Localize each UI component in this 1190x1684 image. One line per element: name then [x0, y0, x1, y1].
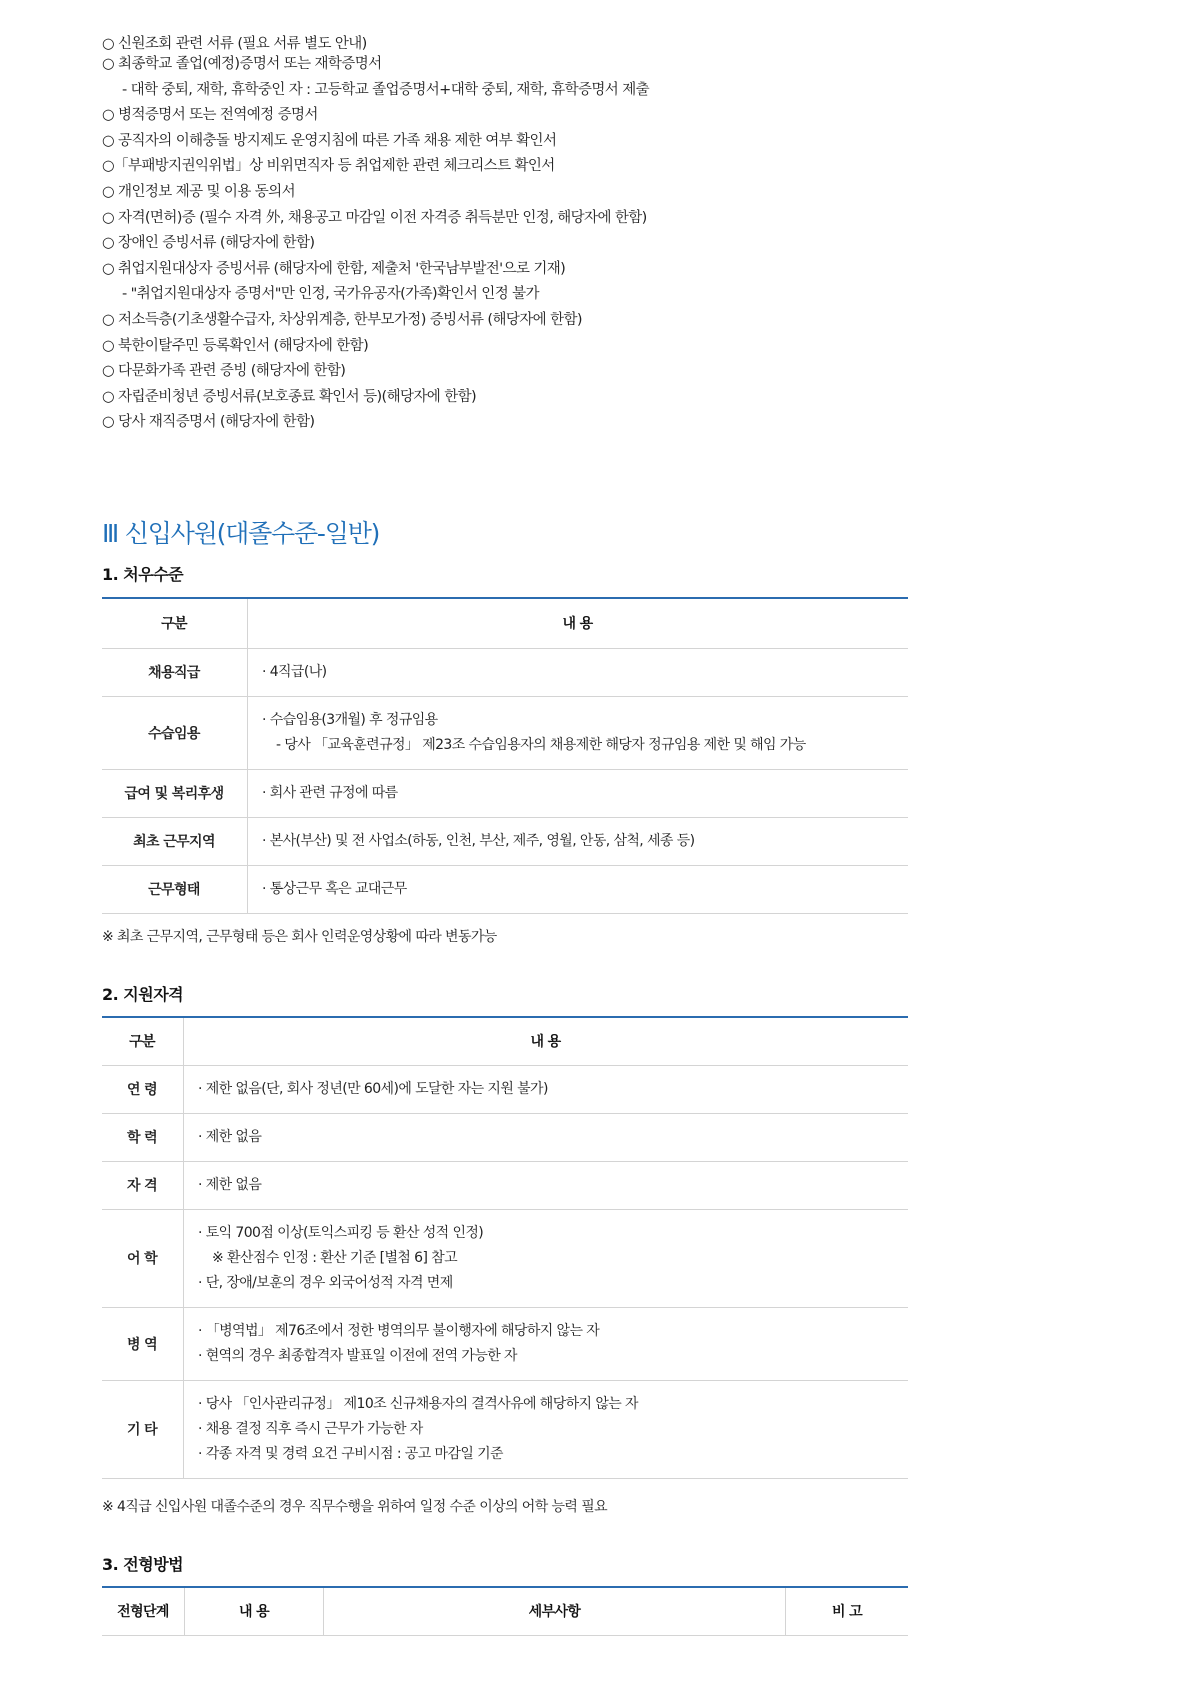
selection-heading: 3. 전형방법: [102, 1555, 184, 1574]
doc-list-item: ○「부패방지권익위법」상 비위면직자 등 취업제한 관련 체크리스트 확인서: [102, 158, 555, 175]
column-header: 전형단계: [102, 1587, 185, 1635]
treatment-heading: 1. 처우수준: [102, 565, 184, 584]
doc-list-item: ○ 자격(면허)증 (필수 자격 外, 채용공고 마감일 이전 자격증 취득분만 인정, 해당자에 한함): [102, 209, 647, 226]
doc-list-item: ○ 다문화가족 관련 증빙 (해당자에 한함): [102, 363, 346, 380]
section-title: Ⅲ 신입사원(대졸수준-일반): [102, 519, 380, 548]
doc-list-item: ○ 저소득층(기초생활수급자, 차상위계층, 한부모가정) 증빙서류 (해당자에 한함): [102, 311, 582, 328]
row-content: · 당사 「인사관리규정」 제10조 신규채용자의 결격사유에 해당하지 않는 자 · 채용 결정 직후 즉시 근무가 가능한 자 · 각종 자격 및 경력 요건 구비시점 : 공고 마감일 기준: [184, 1380, 909, 1478]
table-row: [102, 769, 908, 817]
treatment-table: [102, 597, 908, 914]
row-label: 병 역: [102, 1307, 184, 1380]
doc-list-item: ○ 북한이탈주민 등록확인서 (해당자에 한함): [102, 337, 369, 354]
row-label: 연 령: [102, 1065, 184, 1113]
row-label: 채용직급: [102, 648, 248, 696]
doc-list-subitem: - 대학 중퇴, 재학, 휴학중인 자 : 고등학교 졸업증명서+대학 중퇴, 재학, 휴학증명서 제출: [122, 81, 650, 98]
column-header: 구분: [102, 1017, 184, 1065]
row-label: 최초 근무지역: [102, 817, 248, 865]
row-content: · 토익 700점 이상(토익스피킹 등 환산 성적 인정) ※ 환산점수 인정 : 환산 기준 [별첨 6] 참고 · 단, 장애/보훈의 경우 외국어성적 자격 면제: [184, 1209, 909, 1307]
table-row: [102, 1209, 908, 1307]
qualification-heading: 2. 지원자격: [102, 985, 184, 1004]
table-header-row: [102, 598, 908, 648]
row-label: 수습임용: [102, 696, 248, 769]
row-content: · 수습임용(3개월) 후 정규임용 - 당사 「교육훈련규정」 제23조 수습임용자의 채용제한 해당자 정규임용 제한 및 해임 가능: [248, 696, 909, 769]
row-label: 급여 및 복리후생: [102, 769, 248, 817]
column-header: 비 고: [786, 1587, 909, 1635]
qualification-table: [102, 1016, 908, 1479]
table-row: [102, 817, 908, 865]
row-label: 기 타: [102, 1380, 184, 1478]
column-header: 내 용: [184, 1017, 909, 1065]
column-header: 내 용: [185, 1587, 324, 1635]
row-content: · 통상근무 혹은 교대근무: [248, 865, 909, 913]
table-row: [102, 1380, 908, 1478]
row-content: · 회사 관련 규정에 따름: [248, 769, 909, 817]
doc-list-item: ○ 최종학교 졸업(예정)증명서 또는 재학증명서: [102, 56, 382, 72]
table-header-row: [102, 1587, 908, 1635]
table-row: [102, 648, 908, 696]
column-header: 구분: [102, 598, 248, 648]
doc-list-item: ○ 장애인 증빙서류 (해당자에 한함): [102, 235, 315, 252]
selection-table: [102, 1586, 908, 1636]
table-row: [102, 1113, 908, 1161]
row-label: 자 격: [102, 1161, 184, 1209]
row-label: 어 학: [102, 1209, 184, 1307]
qualification-note: ※ 4직급 신입사원 대졸수준의 경우 직무수행을 위하여 일정 수준 이상의 어학 능력 필요: [102, 1499, 608, 1515]
row-content: · 4직급(나): [248, 648, 909, 696]
doc-list-subitem: - "취업지원대상자 증명서"만 인정, 국가유공자(가족)확인서 인정 불가: [122, 286, 539, 303]
doc-list-item: ○ 취업지원대상자 증빙서류 (해당자에 한함, 제출처 '한국남부발전'으로 기재): [102, 260, 566, 277]
table-header-row: [102, 1017, 908, 1065]
doc-list-item: ○ 당사 재직증명서 (해당자에 한함): [102, 414, 315, 431]
table-row: [102, 696, 908, 769]
doc-list-item: ○ 신원조회 관련 서류 (필요 서류 별도 안내): [102, 36, 367, 52]
table-row: [102, 1065, 908, 1113]
row-content: · 제한 없음(단, 회사 정년(만 60세)에 도달한 자는 지원 불가): [184, 1065, 909, 1113]
row-content: · 제한 없음: [184, 1113, 909, 1161]
row-label: 학 력: [102, 1113, 184, 1161]
row-content: · 제한 없음: [184, 1161, 909, 1209]
row-label: 근무형태: [102, 865, 248, 913]
column-header: 내 용: [248, 598, 909, 648]
table-row: [102, 1307, 908, 1380]
doc-list-item: ○ 개인정보 제공 및 이용 동의서: [102, 183, 295, 200]
row-content: · 「병역법」 제76조에서 정한 병역의무 불이행자에 해당하지 않는 자 · 현역의 경우 최종합격자 발표일 이전에 전역 가능한 자: [184, 1307, 909, 1380]
doc-list-item: ○ 공직자의 이해충돌 방지제도 운영지침에 따른 가족 채용 제한 여부 확인서: [102, 132, 557, 149]
required-documents-list: [102, 36, 902, 436]
column-header: 세부사항: [324, 1587, 786, 1635]
table-row: [102, 865, 908, 913]
doc-list-item: ○ 병적증명서 또는 전역예정 증명서: [102, 107, 318, 124]
treatment-note: ※ 최초 근무지역, 근무형태 등은 회사 인력운영상황에 따라 변동가능: [102, 929, 497, 945]
table-row: [102, 1161, 908, 1209]
row-content: · 본사(부산) 및 전 사업소(하동, 인천, 부산, 제주, 영월, 안동, 삼척, 세종 등): [248, 817, 909, 865]
doc-list-item: ○ 자립준비청년 증빙서류(보호종료 확인서 등)(해당자에 한함): [102, 388, 477, 405]
